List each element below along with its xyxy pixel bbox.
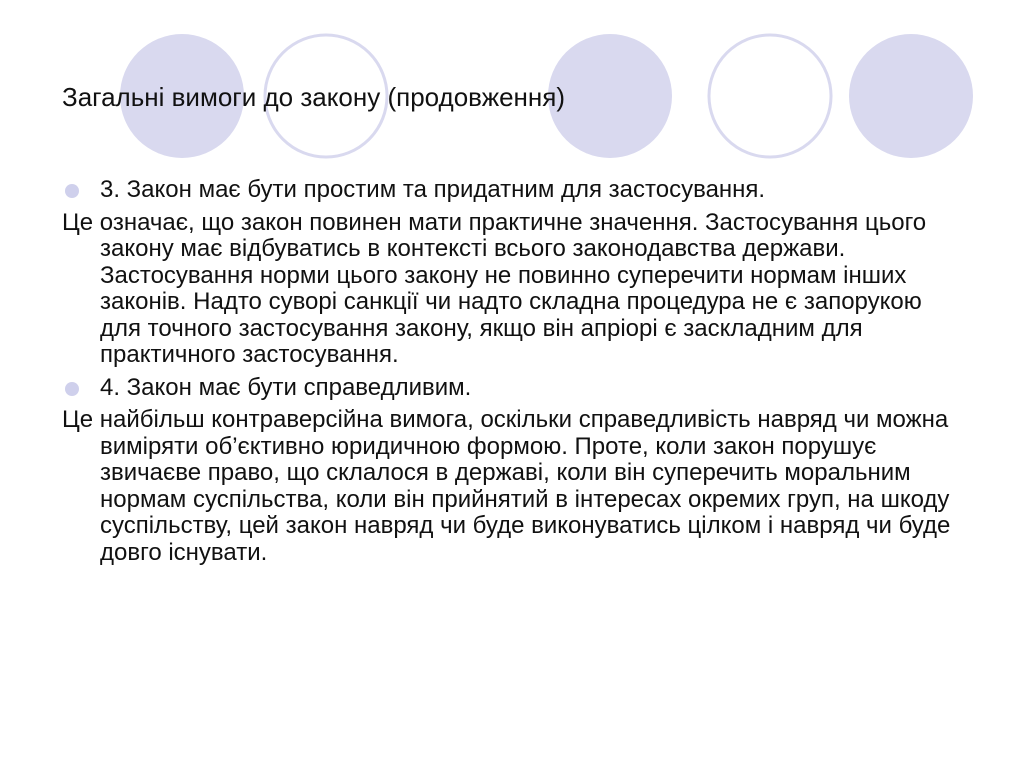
bullet-text: 4. Закон має бути справедливим. <box>100 373 472 401</box>
bullet-item-3 <box>62 177 962 204</box>
circle-filled-2 <box>548 34 672 158</box>
circle-outline-2 <box>709 35 831 157</box>
slide-body <box>62 177 962 572</box>
bullet-dot-icon <box>65 382 79 396</box>
paragraph-explanation-3: Це означає, що закон повинен мати практичне значення. Застосування цього закону має відбуватись в контексті всього законодавства держави. Застосування норми цього закону не повинно суперечити нормам інших законів. Надто суворі санкції чи надто складна процедура не є запорукою для точного застосування закону, якщо він апріорі є заскладним для практичного застосування. <box>62 208 927 368</box>
bullet-text: 3. Закон має бути простим та придатним для застосування. <box>100 176 766 203</box>
circle-filled-3 <box>849 34 973 158</box>
bullet-item-4 <box>62 375 962 402</box>
bullet-dot-icon <box>65 184 79 198</box>
paragraph-explanation-4: Це найбільш контраверсійна вимога, оскільки справедливість навряд чи можна виміряти об’єктивно юридичною формою. Проте, коли закон порушує звичаєве право, що склалося в державі, коли він суперечить моральним нормам суспільства, коли він прийнятий в інтересах окремих груп, на шкоду суспільству, цей закон навряд чи буде виконуватись цілком і навряд чи буде довго існувати. <box>62 406 951 566</box>
slide-title: Загальні вимоги до закону (продовження) <box>62 82 566 112</box>
